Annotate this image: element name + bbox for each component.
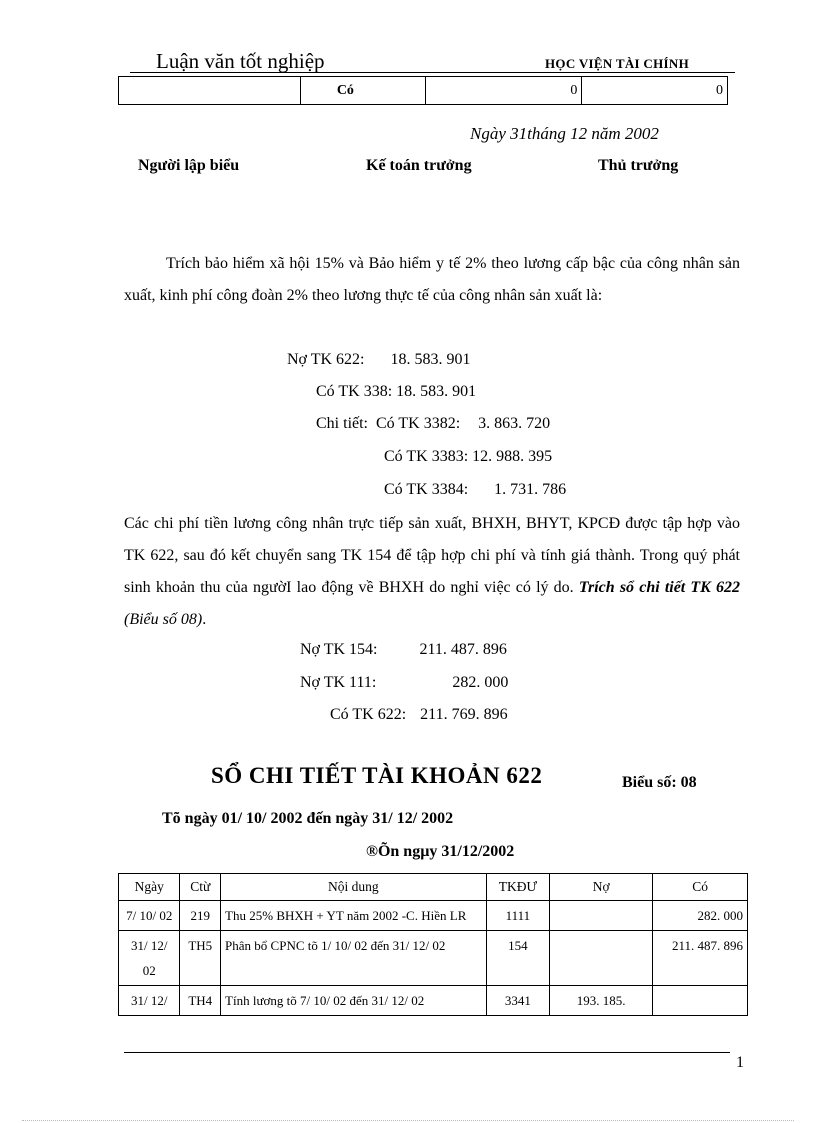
entry-label: Có TK 622:: [330, 706, 407, 723]
header-title-right: HỌC VIỆN TÀI CHÍNH: [545, 56, 689, 71]
entry-label: Nợ TK 622:: [287, 351, 365, 368]
carryover-value-2: 0: [582, 77, 728, 105]
ledger-period: Tõ ngày 01/ 10/ 2002 đến ngày 31/ 12/ 2002: [162, 810, 454, 827]
col-doc-header: Ctừ: [180, 874, 221, 901]
paragraph-costs-bold: Trích sổ chi tiết TK 622: [578, 579, 741, 596]
cell-account: 154: [486, 931, 550, 986]
form-number: Biểu số: 08: [622, 774, 697, 791]
col-content-header: Nội dung: [221, 874, 487, 901]
col-date-header: Ngày: [119, 874, 180, 901]
cell-debit: [550, 931, 653, 986]
cell-debit: [550, 901, 653, 931]
table-row: [119, 931, 748, 986]
table-row: [119, 901, 748, 931]
entry-value: 211. 769. 896: [420, 706, 508, 723]
paragraph-costs-text: Các chi phí tiền lương công nhân trực tiếp sản xuất, BHXH, BHYT, KPCĐ được tập hợp vào TK 622, sau đó kết chuyển sang TK 154 để tập hợp chi phí và tính giá thành. Trong quý phát sinh khoản thu của ngườI lao động về BHXH do nghỉ việc có lý do.: [124, 515, 740, 596]
cell-account: 1111: [486, 901, 550, 931]
cell-date: 31/ 12/ 02: [119, 931, 180, 986]
entry-value: 1. 731. 786: [494, 481, 567, 498]
cell-content: Thu 25% BHXH + YT năm 2002 -C. Hiền LR: [221, 901, 487, 931]
signature-preparer: Người lập biểu: [138, 157, 240, 174]
entry-value: 211. 487. 896: [419, 641, 507, 658]
cell-credit: 282. 000: [653, 901, 748, 931]
col-debit-header: Nợ: [550, 874, 653, 901]
paragraph-insurance: Trích bảo hiểm xã hội 15% và Bảo hiểm y tế 2% theo lương cấp bậc của công nhân sản xuất, kinh phí công đoàn 2% theo lương thực tế của công nhân sản xuất là:: [124, 255, 740, 304]
page-break-line: [22, 1120, 794, 1121]
col-credit-header: Có: [653, 874, 748, 901]
ledger-header-row: [119, 874, 748, 901]
carryover-label: Có: [300, 77, 425, 105]
cell-credit: [653, 986, 748, 1016]
carryover-table: [118, 76, 728, 105]
entry-debit-111: [300, 674, 508, 692]
entry-value: 3. 863. 720: [478, 415, 551, 432]
entry-detail-3382: [316, 415, 550, 433]
cell-doc: 219: [180, 901, 221, 931]
table-row: [119, 986, 748, 1016]
carryover-empty-cell: [119, 77, 301, 105]
entry-label: Nợ TK 111:: [300, 674, 377, 691]
ledger-title: SỔ CHI TIẾT TÀI KHOẢN 622: [211, 763, 543, 788]
entry-credit-3384: [384, 481, 566, 499]
ledger-table: [118, 873, 748, 1016]
cell-account: 3341: [486, 986, 550, 1016]
paragraph-costs-end: .: [202, 611, 207, 628]
cell-doc: TH5: [180, 931, 221, 986]
entry-label: Có TK 3384:: [384, 481, 469, 498]
header-rule: [130, 72, 735, 73]
entry-debit-622: [287, 351, 471, 369]
ledger-end-date: ®Õn ngµy 31/12/2002: [366, 843, 515, 860]
signature-director: Thủ trưởng: [598, 157, 679, 174]
cell-content: Tính lương tõ 7/ 10/ 02 đến 31/ 12/ 02: [221, 986, 487, 1016]
carryover-value-1: 0: [425, 77, 582, 105]
date-line: Ngày 31tháng 12 năm 2002: [470, 124, 659, 143]
entry-value: 18. 583. 901: [390, 351, 471, 368]
cell-date: 31/ 12/: [119, 986, 180, 1016]
cell-content: Phân bổ CPNC tõ 1/ 10/ 02 đến 31/ 12/ 02: [221, 931, 487, 986]
cell-date: 7/ 10/ 02: [119, 901, 180, 931]
cell-doc: TH4: [180, 986, 221, 1016]
footer-rule: [124, 1052, 730, 1053]
signature-chief-accountant: Kế toán trưởng: [366, 157, 472, 174]
col-account-header: TKĐƯ: [486, 874, 550, 901]
paragraph-costs: [124, 508, 740, 636]
cell-credit: 211. 487. 896: [653, 931, 748, 986]
header-title-left: Luận văn tốt nghiệp: [156, 49, 325, 73]
entry-debit-154: [300, 641, 507, 659]
entry-credit-3383: Có TK 3383: 12. 988. 395: [384, 448, 553, 465]
cell-debit: 193. 185.: [550, 986, 653, 1016]
entry-value: 282. 000: [452, 674, 509, 691]
entry-label: Nợ TK 154:: [300, 641, 378, 658]
entry-credit-622: [330, 706, 508, 724]
page-number: 1: [736, 1054, 744, 1071]
paragraph-costs-italic: (Biểu số 08): [124, 611, 203, 628]
entry-label: Chi tiết: Có TK 3382:: [316, 415, 461, 432]
entry-credit-338: Có TK 338: 18. 583. 901: [316, 383, 477, 400]
